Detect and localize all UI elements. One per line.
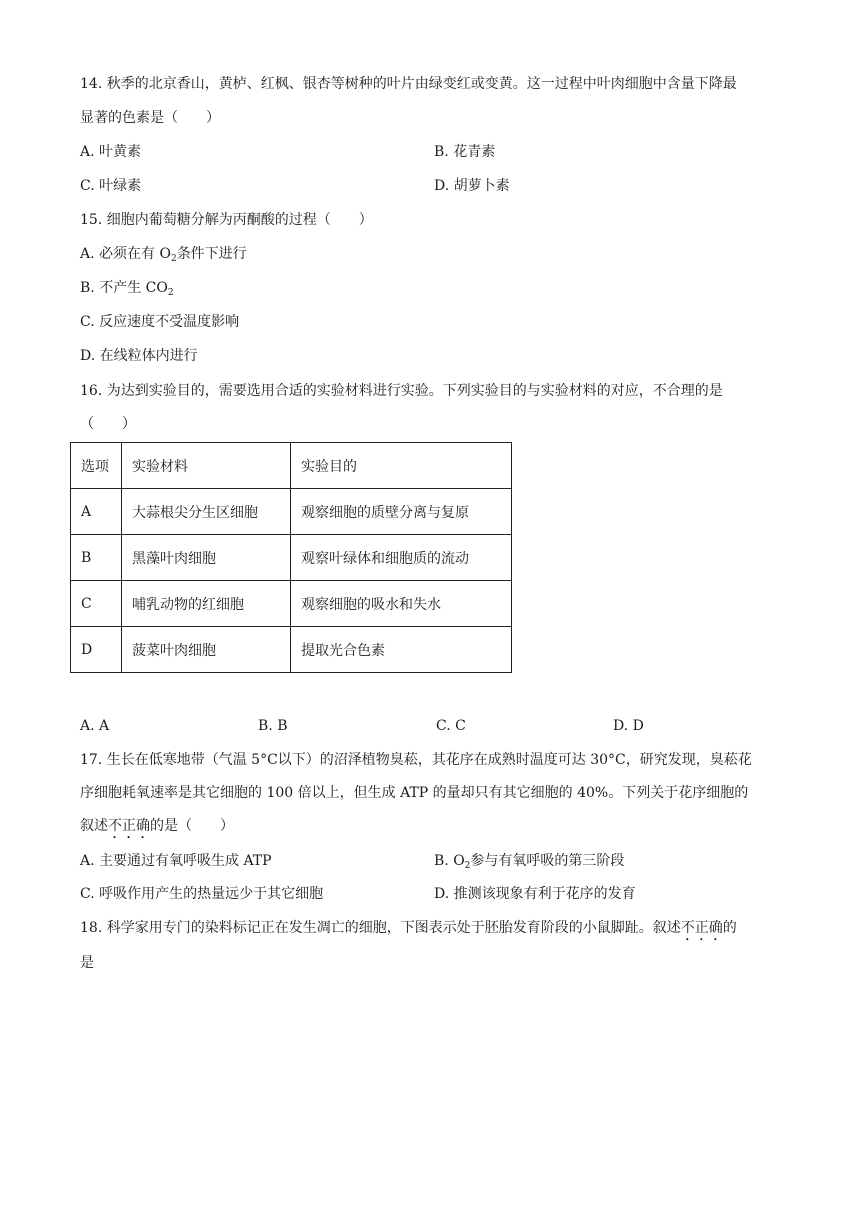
q15-option-a: A. 必须在有 $O_2$条件下进行	[80, 246, 247, 264]
q18-stem-line2: 是	[80, 955, 94, 971]
emphasis-text: 不正确	[680, 920, 723, 936]
table-cell: 提取光合色素	[291, 627, 512, 673]
q15-option-b: B. 不产生 $CO_2$	[80, 280, 174, 298]
q18-stem-line1: 18. 科学家用专门的染料标记正在发生凋亡的细胞，下图表示处于胚胎发育阶段的小鼠脚趾。叙述不正确的	[80, 920, 737, 936]
q17-stem-line3: 叙述不正确的是（ ）	[80, 818, 234, 834]
table-cell: 观察细胞的吸水和失水	[291, 581, 512, 627]
table-cell: B	[71, 535, 122, 581]
table-row	[71, 535, 512, 581]
table-cell: 黑藻叶肉细胞	[122, 535, 291, 581]
emphasis-text: 不正确	[108, 818, 150, 834]
q17-option-d: D. 推测该现象有利于花序的发育	[434, 886, 636, 902]
q14-stem-line1: 14. 秋季的北京香山，黄栌、红枫、银杏等树种的叶片由绿变红或变黄。这一过程中叶肉细胞中含量下降最	[80, 76, 737, 92]
q14-option-c: C. 叶绿素	[80, 178, 142, 194]
table-row	[71, 627, 512, 673]
q16-stem-line1: 16. 为达到实验目的，需要选用合适的实验材料进行实验。下列实验目的与实验材料的对应，不合理的是	[80, 383, 723, 399]
q14-option-b: B. 花青素	[434, 144, 496, 160]
q16-option-d: D. D	[613, 718, 644, 734]
table-cell: C	[71, 581, 122, 627]
table-header-cell: 实验目的	[291, 443, 512, 489]
q15-option-c: C. 反应速度不受温度影响	[80, 314, 240, 330]
table-header-row	[71, 443, 512, 489]
q16-option-c: C. C	[436, 718, 466, 734]
table-cell: 菠菜叶肉细胞	[122, 627, 291, 673]
q16-table	[70, 442, 512, 673]
q14-stem-line2: 显著的色素是（ ）	[80, 110, 220, 126]
table-row	[71, 581, 512, 627]
q14-option-a: A. 叶黄素	[80, 144, 142, 160]
q17-option-b: B. $O_2$参与有氧呼吸的第三阶段	[434, 853, 625, 871]
table-header-cell: 选项	[71, 443, 122, 489]
q16-stem-line2: （ ）	[80, 416, 136, 432]
table-cell: 观察细胞的质壁分离与复原	[291, 489, 512, 535]
q16-option-a: A. A	[80, 718, 110, 734]
table-cell: 观察叶绿体和细胞质的流动	[291, 535, 512, 581]
table-row	[71, 489, 512, 535]
q17-option-c: C. 呼吸作用产生的热量远少于其它细胞	[80, 886, 324, 902]
q15-stem: 15. 细胞内葡萄糖分解为丙酮酸的过程（ ）	[80, 212, 373, 228]
q14-option-d: D. 胡萝卜素	[434, 178, 510, 194]
q17-stem-line1: 17. 生长在低寒地带（气温 5°C以下）的沼泽植物臭菘，其花序在成熟时温度可达 30°C，研究发现，臭菘花	[80, 752, 752, 768]
table-header-cell: 实验材料	[122, 443, 291, 489]
q17-option-a: A. 主要通过有氧呼吸生成 ATP	[80, 853, 272, 869]
table-cell: D	[71, 627, 122, 673]
q16-option-b: B. B	[258, 718, 288, 734]
q17-stem-line2: 序细胞耗氧速率是其它细胞的 100 倍以上，但生成 ATP 的量却只有其它细胞的 40%。下列关于花序细胞的	[80, 785, 749, 801]
table-cell: A	[71, 489, 122, 535]
table-cell: 大蒜根尖分生区细胞	[122, 489, 291, 535]
table-cell: 哺乳动物的红细胞	[122, 581, 291, 627]
q15-option-d: D. 在线粒体内进行	[80, 348, 198, 364]
